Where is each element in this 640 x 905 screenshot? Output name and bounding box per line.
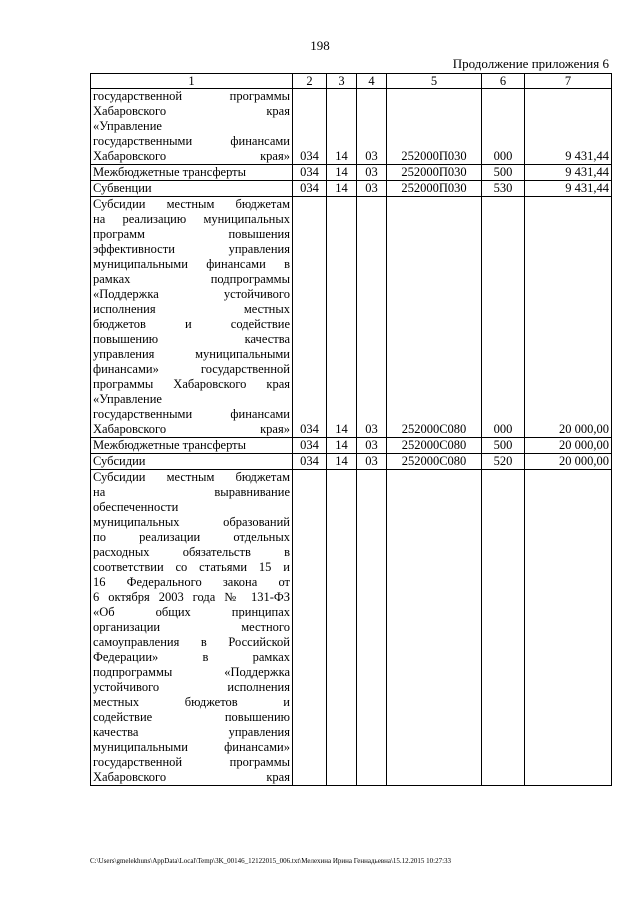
- table-row: [91, 438, 612, 454]
- description-line: управления муниципальными: [93, 347, 290, 361]
- cell-expense-type: 530: [482, 181, 525, 197]
- description-line: Хабаровского края: [93, 770, 290, 784]
- cell-ministry: 034: [293, 181, 327, 197]
- description-line: повышению качества: [93, 332, 290, 346]
- cell-amount: [525, 470, 612, 786]
- row-description: [91, 181, 293, 197]
- cell-subsection: 03: [357, 438, 387, 454]
- cell-target-article: 252000П030: [387, 181, 482, 197]
- row-description: [91, 165, 293, 181]
- description-line: местных бюджетов и: [93, 695, 290, 709]
- description-line: «Управление: [93, 392, 162, 406]
- cell-target-article: 252000С080: [387, 454, 482, 470]
- cell-section: 14: [327, 181, 357, 197]
- description-line: содействие повышению: [93, 710, 290, 724]
- header-cell: 4: [357, 74, 387, 89]
- description-line: программ повышения: [93, 227, 290, 241]
- cell-expense-type: 520: [482, 454, 525, 470]
- description-line: на реализацию муниципальных: [93, 212, 290, 226]
- description-line: Межбюджетные трансферты: [93, 438, 247, 452]
- cell-subsection: 03: [357, 197, 387, 438]
- table-row: [91, 165, 612, 181]
- cell-expense-type: 500: [482, 165, 525, 181]
- header-cell: 5: [387, 74, 482, 89]
- header-row: [91, 74, 612, 89]
- cell-ministry: 034: [293, 165, 327, 181]
- cell-section: 14: [327, 165, 357, 181]
- cell-expense-type: 000: [482, 197, 525, 438]
- cell-subsection: [357, 470, 387, 786]
- description-line: государственной программы: [93, 755, 290, 769]
- cell-ministry: 034: [293, 438, 327, 454]
- description-line: подпрограммы «Поддержка: [93, 665, 290, 679]
- description-line: «Управление: [93, 119, 162, 133]
- description-line: на выравнивание: [93, 485, 290, 499]
- cell-target-article: 252000С080: [387, 197, 482, 438]
- description-line: Хабаровского края»: [93, 422, 290, 436]
- description-line: «Поддержка устойчивого: [93, 287, 290, 301]
- header-cell: 2: [293, 74, 327, 89]
- description-line: Субсидии местным бюджетам: [93, 470, 290, 484]
- description-line: муниципальных образований: [93, 515, 290, 529]
- cell-amount: 20 000,00: [525, 197, 612, 438]
- cell-expense-type: 500: [482, 438, 525, 454]
- cell-amount: 20 000,00: [525, 454, 612, 470]
- cell-target-article: 252000П030: [387, 165, 482, 181]
- description-line: 6 октября 2003 года № 131-ФЗ: [93, 590, 290, 604]
- cell-amount: 9 431,44: [525, 181, 612, 197]
- description-line: бюджетов и содействие: [93, 317, 290, 331]
- cell-section: 14: [327, 454, 357, 470]
- cell-ministry: 034: [293, 197, 327, 438]
- cell-amount: 9 431,44: [525, 89, 612, 165]
- description-line: эффективности управления: [93, 242, 290, 256]
- row-description: [91, 438, 293, 454]
- description-line: Федерации» в рамках: [93, 650, 290, 664]
- cell-expense-type: [482, 470, 525, 786]
- table-row: [91, 89, 612, 165]
- description-line: государственной программы: [93, 89, 290, 103]
- description-line: качества управления: [93, 725, 290, 739]
- description-line: Межбюджетные трансферты: [93, 165, 247, 179]
- header-cell: 7: [525, 74, 612, 89]
- description-line: самоуправления в Российской: [93, 635, 290, 649]
- description-line: муниципальными финансами»: [93, 740, 290, 754]
- description-line: по реализации отдельных: [93, 530, 290, 544]
- row-description: [91, 470, 293, 786]
- cell-subsection: 03: [357, 89, 387, 165]
- row-description: [91, 197, 293, 438]
- cell-section: [327, 470, 357, 786]
- description-line: программы Хабаровского края: [93, 377, 290, 391]
- cell-target-article: [387, 470, 482, 786]
- row-description: [91, 89, 293, 165]
- page-number: 198: [310, 38, 330, 53]
- description-line: соответствии со статьями 15 и: [93, 560, 290, 574]
- cell-amount: 20 000,00: [525, 438, 612, 454]
- description-line: исполнения местных: [93, 302, 290, 316]
- description-line: организации местного: [93, 620, 290, 634]
- file-path-footer: C:\Users\gmelekhuns\AppData\Local\Temp\3K_00146_12122015_006.txt\Мелехина Ирина Геннадьевна\15.12.2015 10:27:33: [90, 857, 452, 865]
- table-row: [91, 470, 612, 786]
- description-line: государственными финансами: [93, 407, 290, 421]
- description-line: расходных обязательств в: [93, 545, 290, 559]
- cell-ministry: 034: [293, 89, 327, 165]
- cell-subsection: 03: [357, 165, 387, 181]
- continuation-label: Продолжение приложения 6: [452, 56, 609, 71]
- description-line: 16 Федерального закона от: [93, 575, 290, 589]
- cell-ministry: [293, 470, 327, 786]
- table-row: [91, 181, 612, 197]
- header-cell: 6: [482, 74, 525, 89]
- description-line: муниципальными финансами в: [93, 257, 290, 271]
- description-line: Хабаровского края»: [93, 149, 290, 163]
- table-row: [91, 197, 612, 438]
- cell-target-article: 252000С080: [387, 438, 482, 454]
- description-line: Субсидии местным бюджетам: [93, 197, 290, 211]
- cell-subsection: 03: [357, 454, 387, 470]
- row-description: [91, 454, 293, 470]
- description-line: рамках подпрограммы: [93, 272, 290, 286]
- header-cell: 1: [91, 74, 293, 89]
- description-line: государственными финансами: [93, 134, 290, 148]
- description-line: устойчивого исполнения: [93, 680, 290, 694]
- cell-target-article: 252000П030: [387, 89, 482, 165]
- description-line: обеспеченности: [93, 500, 179, 514]
- header-cell: 3: [327, 74, 357, 89]
- description-line: Хабаровского края: [93, 104, 290, 118]
- cell-section: 14: [327, 197, 357, 438]
- table-row: [91, 454, 612, 470]
- description-line: Субсидии: [93, 454, 146, 468]
- cell-ministry: 034: [293, 454, 327, 470]
- cell-subsection: 03: [357, 181, 387, 197]
- cell-section: 14: [327, 89, 357, 165]
- cell-section: 14: [327, 438, 357, 454]
- description-line: «Об общих принципах: [93, 605, 290, 619]
- cell-amount: 9 431,44: [525, 165, 612, 181]
- description-line: финансами» государственной: [93, 362, 290, 376]
- description-line: Субвенции: [93, 181, 152, 195]
- cell-expense-type: 000: [482, 89, 525, 165]
- budget-table: [90, 73, 612, 786]
